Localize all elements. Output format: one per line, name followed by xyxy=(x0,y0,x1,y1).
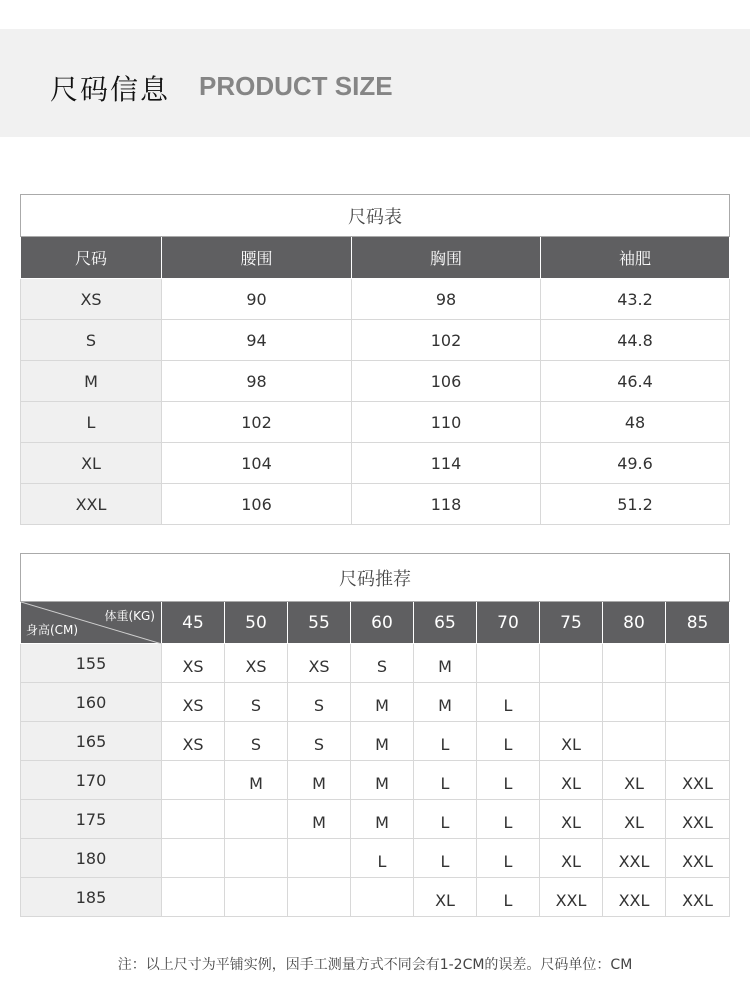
recommended-size-cell: M xyxy=(351,722,414,761)
recommended-size-cell: XXL xyxy=(540,878,603,917)
weight-column-header: 55 xyxy=(288,602,351,644)
recommended-size-cell: L xyxy=(414,722,477,761)
height-label-cell: 175 xyxy=(21,800,162,839)
size-column-header: 胸围 xyxy=(352,237,541,279)
recommended-size-cell: S xyxy=(351,644,414,683)
measurement-cell: 106 xyxy=(162,484,352,525)
recommended-size-cell: M xyxy=(288,800,351,839)
measurement-cell: 48 xyxy=(541,402,730,443)
recommended-size-cell xyxy=(162,878,225,917)
recommended-size-cell xyxy=(666,683,730,722)
height-label-cell: 180 xyxy=(21,839,162,878)
recommended-size-cell: M xyxy=(414,683,477,722)
measurement-cell: 106 xyxy=(352,361,541,402)
recommended-size-cell xyxy=(225,800,288,839)
recommended-size-cell: L xyxy=(477,878,540,917)
measurement-cell: 51.2 xyxy=(541,484,730,525)
recommended-size-cell xyxy=(540,644,603,683)
weight-column-header: 80 xyxy=(603,602,666,644)
recommended-size-cell: XL xyxy=(540,722,603,761)
table-row xyxy=(21,320,730,361)
height-label-cell: 170 xyxy=(21,761,162,800)
recommended-size-cell xyxy=(603,683,666,722)
table-row xyxy=(21,484,730,525)
size-table-title: 尺码表 xyxy=(21,195,730,237)
weight-column-header: 85 xyxy=(666,602,730,644)
recommended-size-cell: XXL xyxy=(666,761,730,800)
page-title-en: PRODUCT SIZE xyxy=(199,71,393,101)
recommended-size-cell: M xyxy=(414,644,477,683)
recommended-size-cell: XS xyxy=(288,644,351,683)
measurement-cell: 114 xyxy=(352,443,541,484)
table-row xyxy=(21,878,730,917)
recommended-size-cell: S xyxy=(225,683,288,722)
recommended-size-cell: M xyxy=(351,761,414,800)
size-column-header: 袖肥 xyxy=(541,237,730,279)
recommended-size-cell xyxy=(540,683,603,722)
recommended-size-cell: XXL xyxy=(666,878,730,917)
recommended-size-cell xyxy=(603,722,666,761)
weight-column-header: 75 xyxy=(540,602,603,644)
recommended-size-cell xyxy=(162,800,225,839)
weight-column-header: 50 xyxy=(225,602,288,644)
height-label-cell: 155 xyxy=(21,644,162,683)
recommended-size-cell: L xyxy=(477,722,540,761)
recommend-table-title: 尺码推荐 xyxy=(21,554,730,602)
recommended-size-cell: L xyxy=(477,683,540,722)
recommended-size-cell: M xyxy=(351,800,414,839)
weight-column-header: 65 xyxy=(414,602,477,644)
recommended-size-cell xyxy=(288,878,351,917)
recommended-size-cell: XS xyxy=(225,644,288,683)
corner-header xyxy=(21,602,162,644)
table-row xyxy=(21,761,730,800)
footnote: 注：以上尺寸为平铺实例，因手工测量方式不同会有1-2CM的误差。尺码单位：CM xyxy=(117,957,633,973)
table-row xyxy=(21,361,730,402)
measurement-cell: 102 xyxy=(162,402,352,443)
size-label-cell: XS xyxy=(21,279,162,320)
recommended-size-cell: XL xyxy=(540,839,603,878)
recommended-size-cell: M xyxy=(288,761,351,800)
recommended-size-cell: S xyxy=(288,683,351,722)
table-row xyxy=(21,800,730,839)
measurement-cell: 98 xyxy=(162,361,352,402)
size-recommend-table xyxy=(20,553,730,917)
size-label-cell: L xyxy=(21,402,162,443)
recommended-size-cell: S xyxy=(225,722,288,761)
recommended-size-cell xyxy=(351,878,414,917)
size-label-cell: M xyxy=(21,361,162,402)
recommended-size-cell: L xyxy=(477,761,540,800)
recommended-size-cell xyxy=(288,839,351,878)
measurement-cell: 110 xyxy=(352,402,541,443)
recommended-size-cell xyxy=(666,644,730,683)
recommended-size-cell: XL xyxy=(603,761,666,800)
recommended-size-cell xyxy=(225,839,288,878)
page-title-cn: 尺码信息 xyxy=(50,73,171,106)
recommended-size-cell xyxy=(225,878,288,917)
size-table xyxy=(20,194,730,525)
measurement-cell: 94 xyxy=(162,320,352,361)
measurement-cell: 98 xyxy=(352,279,541,320)
measurement-cell: 49.6 xyxy=(541,443,730,484)
recommended-size-cell: XXL xyxy=(666,800,730,839)
measurement-cell: 46.4 xyxy=(541,361,730,402)
table-row xyxy=(21,839,730,878)
recommended-size-cell: XL xyxy=(540,761,603,800)
recommended-size-cell: L xyxy=(414,839,477,878)
measurement-cell: 43.2 xyxy=(541,279,730,320)
recommended-size-cell: L xyxy=(477,800,540,839)
recommended-size-cell: XL xyxy=(414,878,477,917)
recommended-size-cell xyxy=(603,644,666,683)
height-label-cell: 160 xyxy=(21,683,162,722)
size-column-header: 尺码 xyxy=(21,237,162,279)
table-row xyxy=(21,683,730,722)
table-row xyxy=(21,722,730,761)
recommended-size-cell: M xyxy=(351,683,414,722)
table-row xyxy=(21,402,730,443)
recommended-size-cell: XL xyxy=(540,800,603,839)
recommended-size-cell xyxy=(162,839,225,878)
recommended-size-cell: L xyxy=(351,839,414,878)
recommended-size-cell: XXL xyxy=(603,839,666,878)
recommended-size-cell: XL xyxy=(603,800,666,839)
size-label-cell: S xyxy=(21,320,162,361)
table-row xyxy=(21,644,730,683)
recommended-size-cell: L xyxy=(414,800,477,839)
recommended-size-cell: XS xyxy=(162,722,225,761)
weight-axis-label: 体重(KG) xyxy=(104,609,155,623)
size-label-cell: XL xyxy=(21,443,162,484)
recommended-size-cell: XS xyxy=(162,644,225,683)
measurement-cell: 118 xyxy=(352,484,541,525)
size-label-cell: XXL xyxy=(21,484,162,525)
height-label-cell: 165 xyxy=(21,722,162,761)
recommended-size-cell: XXL xyxy=(603,878,666,917)
recommended-size-cell: L xyxy=(477,839,540,878)
size-column-header: 腰围 xyxy=(162,237,352,279)
weight-column-header: 70 xyxy=(477,602,540,644)
height-label-cell: 185 xyxy=(21,878,162,917)
recommended-size-cell xyxy=(162,761,225,800)
recommended-size-cell xyxy=(477,644,540,683)
measurement-cell: 104 xyxy=(162,443,352,484)
table-row xyxy=(21,443,730,484)
recommended-size-cell xyxy=(666,722,730,761)
height-axis-label: 身高(CM) xyxy=(26,623,79,637)
recommended-size-cell: M xyxy=(225,761,288,800)
measurement-cell: 90 xyxy=(162,279,352,320)
recommended-size-cell: S xyxy=(288,722,351,761)
recommended-size-cell: L xyxy=(414,761,477,800)
recommended-size-cell: XS xyxy=(162,683,225,722)
weight-column-header: 60 xyxy=(351,602,414,644)
measurement-cell: 102 xyxy=(352,320,541,361)
weight-column-header: 45 xyxy=(162,602,225,644)
table-row xyxy=(21,279,730,320)
recommended-size-cell: XXL xyxy=(666,839,730,878)
measurement-cell: 44.8 xyxy=(541,320,730,361)
